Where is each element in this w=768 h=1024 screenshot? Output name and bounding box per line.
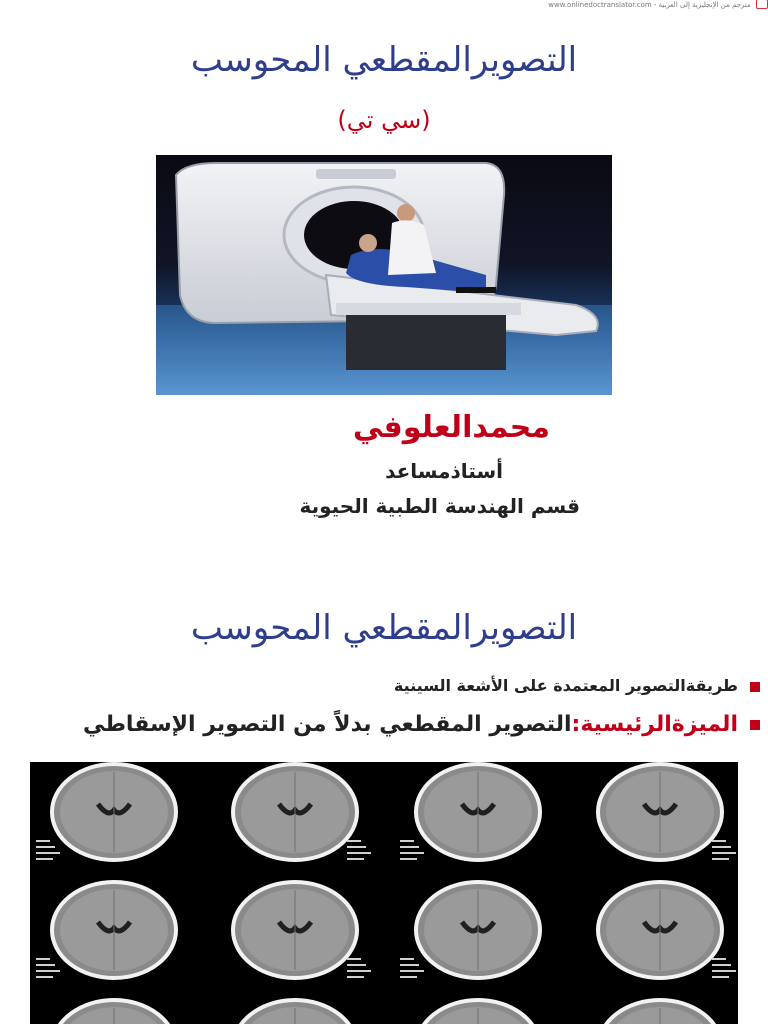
brain-scan-slice: [400, 1000, 540, 1024]
pdf-icon: [756, 0, 768, 9]
bullet-text: طريقةالتصوير المعتمدة على الأشعة السينية: [393, 676, 738, 695]
bullet-marker-icon: [750, 720, 760, 730]
brain-scan-slice: [233, 882, 371, 978]
ct-scan-grid: [30, 762, 738, 1024]
brain-scan-slice: [400, 764, 540, 860]
slide1-title: التصويرالمقطعي المحوسب: [190, 40, 578, 80]
brain-scan-slice: [36, 764, 176, 860]
translator-banner[interactable]: [548, 0, 768, 12]
brain-scan-slice: [233, 764, 371, 860]
ct-scan-images: [30, 762, 738, 1024]
slide1-subtitle: (سي تي): [337, 106, 431, 134]
brain-scan-slice: [233, 1000, 371, 1024]
ct-scanner-illustration: [156, 155, 612, 395]
bullet-text: التصوير المقطعي بدلاً من التصوير الإسقاطي: [82, 712, 572, 737]
bullet-item: [394, 676, 760, 695]
bullet-marker-icon: [750, 682, 760, 692]
author-rank: أستاذمساعد: [385, 459, 503, 483]
slide2-title: التصويرالمقطعي المحوسب: [190, 608, 578, 648]
translator-note: مترجم من الإنجليزية إلى العربية - www.onlinedoctranslator.com: [548, 1, 751, 9]
author-name: محمدالعلوفي: [352, 410, 550, 445]
ct-scanner-photo: [156, 155, 612, 395]
author-department: قسم الهندسة الطبية الحيوية: [299, 494, 580, 518]
bullet-highlight: الميزةالرئيسية:: [571, 712, 738, 737]
brain-scan-slice: [598, 882, 736, 978]
brain-scan-slice: [36, 1000, 176, 1024]
brain-scan-slice: [598, 1000, 736, 1024]
bullet-item: [83, 712, 760, 737]
brain-scan-slice: [400, 882, 540, 978]
brain-scan-slice: [598, 764, 736, 860]
brain-scan-slice: [36, 882, 176, 978]
